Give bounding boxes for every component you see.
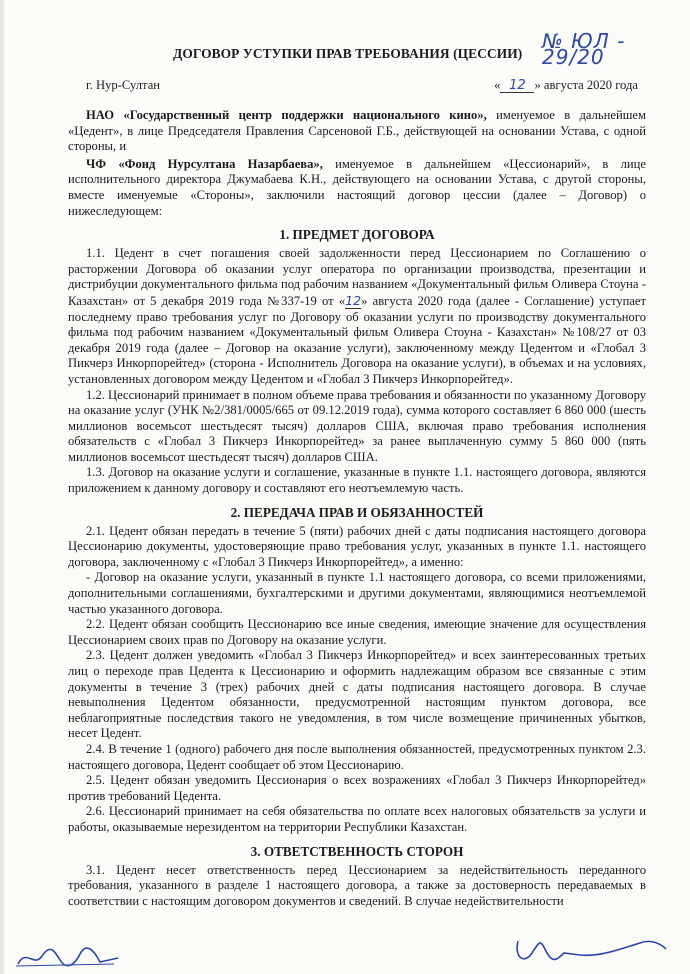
clause-1-1-part-a: 1.1. Цедент в счет погашения своей задолженности перед Цессионарием по Соглашению о расторжении Договора об оказании услуг оператора по организации производства, презентации и дистрибуции документального фильма под рабочим названием «Документальный фильм Оливера Стоуна - Казахстан» от 5 декабря 2019 года №337-19 от « bbox=[68, 246, 646, 308]
city: г. Нур-Султан bbox=[86, 78, 161, 92]
place-date-row bbox=[68, 68, 646, 108]
clause-1-1-part-b: » августа 2020 года (далее - Соглашение) уступает последнему право требования услуг по Договору об оказании услуги по производству документального фильма под рабочим названием «Документальный фильм Оливера Стоуна - Казахстан» №108/27 от 03 декабря 2019 года (далее – Договор на оказание услуги), заключенному между Цедентом и «Глобал 3 Пикчерз Инкорпорейтед» (сторона - Исполнитель Договора на оказание услуги), в объемах и на условиях, установленных договором между Цедентом и «Глобал 3 Пикчерз Инкорпорейтед». bbox=[68, 293, 646, 386]
party-1-text: именуемое в дальнейшем «Цедент», в лице Председателя Правления Сарсеновой Г.Б., действующей на основании Устава, с одной стороны, и bbox=[68, 108, 646, 154]
clause-1-1-day-handwritten: 12 bbox=[345, 292, 362, 308]
section-2-heading: 2. ПЕРЕДАЧА ПРАВ И ОБЯЗАННОСТЕЙ bbox=[230, 504, 484, 520]
section-1-heading: 1. ПРЕДМЕТ ДОГОВОРА bbox=[279, 227, 435, 243]
clause-3-1: 3.1. Цедент несет ответственность перед Цессионарием за недействительность переданного требования, указанного в разделе 1 настоящего договора, а также за достоверность передаваемых в соответствии с настоящим договором документов и сведений. В случае недействительности bbox=[68, 862, 646, 908]
party-1-name: НАО «Государственный центр поддержки национального кино», bbox=[86, 108, 487, 122]
clause-2-6: 2.6. Цессионарий принимает на себя обязательства по оплате всех налоговых обязательств за услуги и работы, оказываемые нерезидентом на территории Республики Казахстан. bbox=[68, 804, 646, 834]
clause-2-4: 2.4. В течение 1 (одного) рабочего дня после выполнения обязанностей, предусмотренных пунктом 2.3. настоящего договора, Цедент сообщает об этом Цессионарию. bbox=[68, 741, 646, 772]
clause-1-2: 1.2. Цессионарий принимает в полном объеме права требования и обязанности по указанному Договору на оказание услуг (УНК №2/381/0005/665 от 09.12.2019 года), сумма которого составляет 6 860 000 (шесть миллионов восемьсот шестьдесят тысяч) долларов США, включая право требования исполнения обязательств с «Глобал 3 Пикчерз Инкорпорейтед» за ранее выплаченную сумму 5 860 000 (пять миллионов восемьсот шестьдесят тысяч) долларов США. bbox=[68, 387, 646, 464]
date-rest: » августа 2020 года bbox=[534, 78, 638, 92]
title-row bbox=[68, 29, 646, 69]
signature-cessionary bbox=[510, 935, 670, 969]
clause-2-3: 2.3. Цедент должен уведомить «Глобал 3 Пикчерз Инкорпорейтед» и всех заинтересованных третьих лиц о переходе прав Цедента к Цессионарию и оформить надлежащим образом все связанные с этим документы в течение 3 (трех) рабочих дней с даты подписания настоящего договора. В случае невыполнения Цедентом обязанности, предусмотренной настоящим пунктом договора, все неблагоприятные последствия такого не уведомления, в том числе возмещение причиненных убытков, несет Цедент. bbox=[68, 648, 646, 741]
party-2-paragraph bbox=[68, 157, 646, 219]
party-2-text: именуемое в дальнейшем «Цессионарий», в лице исполнительного директора Джумабаева К.Н., действующего на основании Устава, с другой стороны, вместе именуемые «Стороны», заключили настоящий договор цессии (далее – Договор) о нижеследующем: bbox=[68, 156, 646, 218]
signature-cedent bbox=[14, 946, 124, 970]
contract-date bbox=[494, 78, 638, 94]
clause-2-5: 2.5. Цедент обязан уведомить Цессионария о всех возражениях «Глобал 3 Пикчерз Инкорпорейтед» против требований Цедента. bbox=[68, 773, 646, 803]
clause-2-1-item: - Договор на оказание услуги, указанный в пункте 1.1 настоящего договора, со всеми приложениями, дополнительными соглашениями, бухгалтерскими и другими документами, являющимися неотъемлемой частью указанного договора. bbox=[68, 570, 646, 616]
clause-2-1: 2.1. Цедент обязан передать в течение 5 (пяти) рабочих дней с даты подписания настоящего договора Цессионарию документы, удостоверяющие право требования услуг, указанных в пункте 1.1. настоящего договора, заключенному с «Глобал 3 Пикчерз Инкорпорейтед», а именно: bbox=[68, 523, 646, 569]
party-2-name: ЧФ «Фонд Нурсултана Назарбаева», bbox=[86, 156, 323, 171]
date-day-handwritten: 12 bbox=[500, 79, 534, 93]
clause-1-3: 1.3. Договор на оказание услуги и соглашение, указанные в пункте 1.1. настоящего договора, являются приложением к данному договору и составляют его неотъемлемую часть. bbox=[68, 465, 646, 496]
date-open-quote: « bbox=[494, 78, 501, 92]
clause-1-1 bbox=[68, 246, 646, 387]
clause-2-2: 2.2. Цедент обязан сообщить Цессионарию все иные сведения, имеющие значение для осуществления Цессионарием своих прав по Договору на оказание услуги. bbox=[68, 617, 646, 647]
section-3-heading: 3. ОТВЕТСТВЕННОСТЬ СТОРОН bbox=[250, 843, 464, 859]
handwritten-contract-number: № ЮЛ - 29/20 bbox=[542, 29, 626, 69]
document-title: ДОГОВОР УСТУПКИ ПРАВ ТРЕБОВАНИЯ (ЦЕССИИ) bbox=[173, 46, 523, 61]
party-1-paragraph bbox=[68, 108, 646, 155]
